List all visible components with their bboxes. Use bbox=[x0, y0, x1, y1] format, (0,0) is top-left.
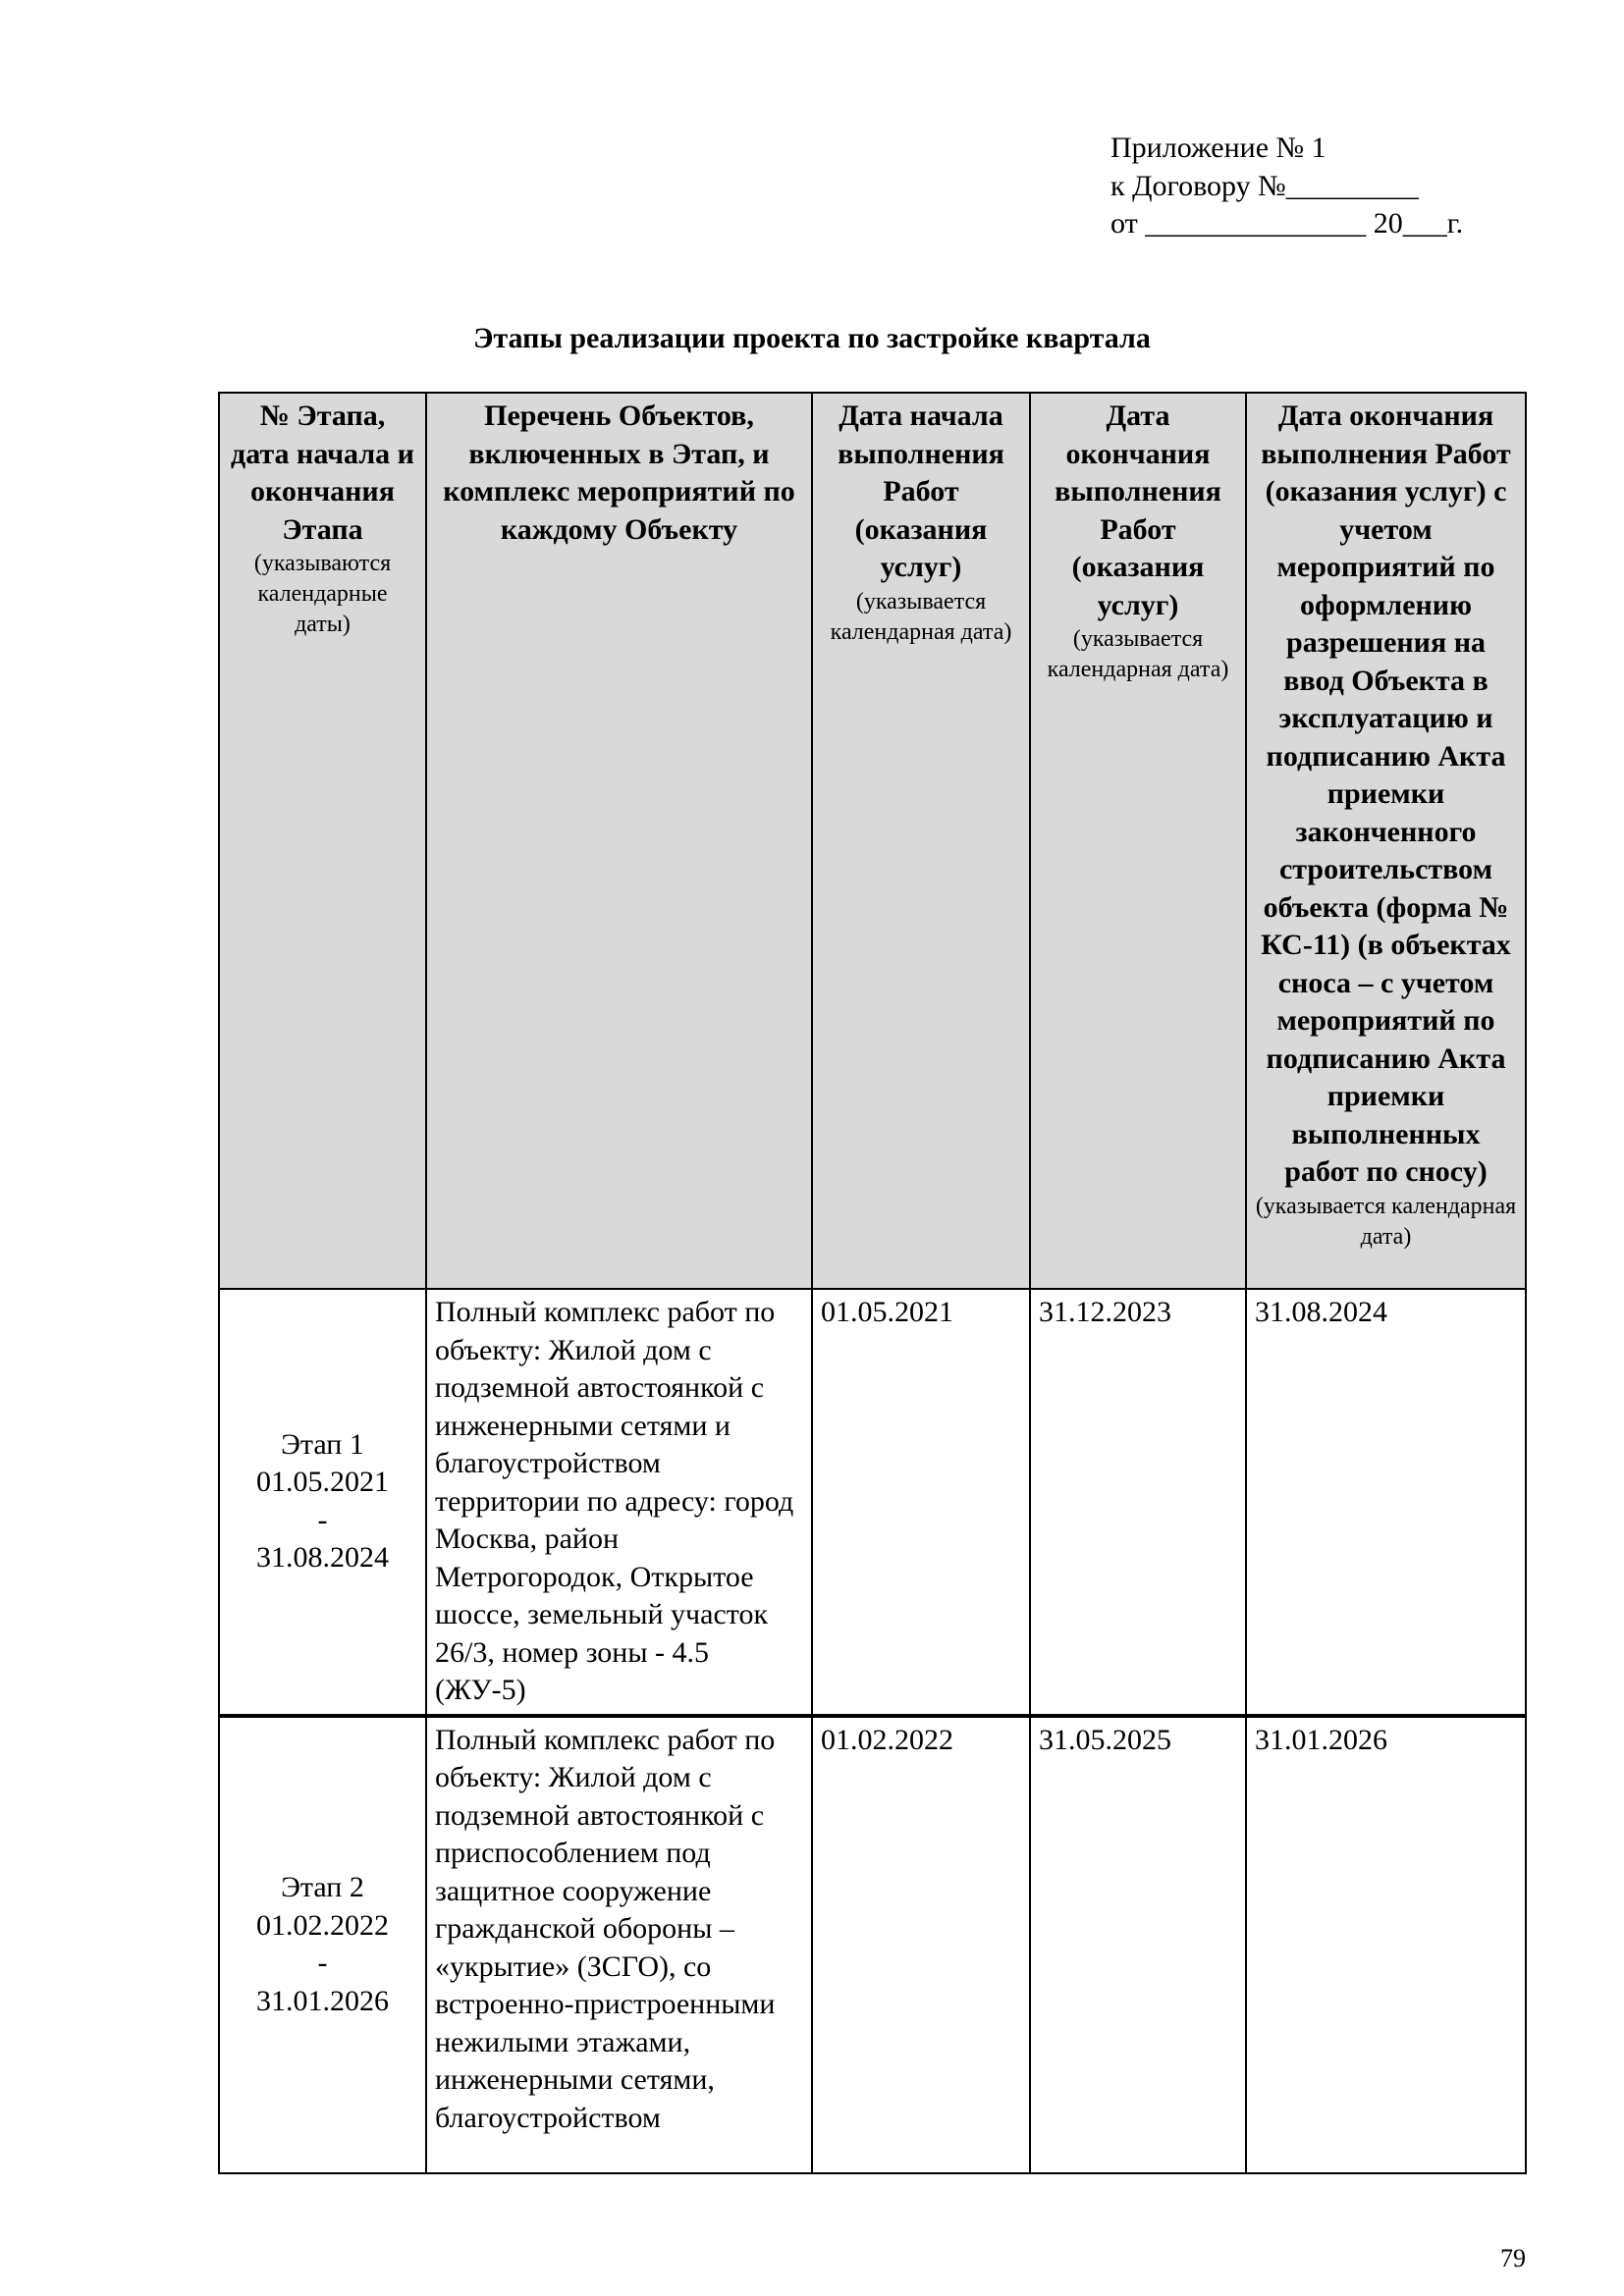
header-final-date bbox=[1246, 393, 1526, 1289]
header-start-date bbox=[812, 393, 1030, 1289]
table-row bbox=[219, 1716, 1526, 2173]
annex-header bbox=[1110, 130, 1463, 243]
stage-cell bbox=[219, 1289, 426, 1716]
final-date-cell: 31.01.2026 bbox=[1246, 1716, 1526, 2173]
header-note: (указывается календарная дата) bbox=[1047, 626, 1229, 682]
start-date-cell: 01.02.2022 bbox=[812, 1716, 1030, 2173]
stage-from: 01.02.2022 bbox=[256, 1908, 389, 1942]
objects-cell: Полный комплекс работ по объекту: Жилой дом с подземной автостоянкой с приспособлением под защитное сооружение гражданской обороны – «укрытие» (ЗСГО), со встроенно-пристроенными нежилыми этажами, инженерными сетями, благоустройством bbox=[426, 1716, 812, 2173]
stage-to: 31.01.2026 bbox=[256, 1984, 389, 2017]
header-text: Дата окончания выполнения Работ (оказания услуг) с учетом мероприятий по оформлению разрешения на ввод Объекта в эксплуатацию и подписанию Акта приемки законченного строительством объекта (форма № КС-11) (в объектах сноса – с учетом мероприятий по подписанию Акта приемки выполненных работ по сносу) bbox=[1261, 400, 1511, 1188]
objects-cell: Полный комплекс работ по объекту: Жилой дом с подземной автостоянкой с инженерными сетями и благоустройством территории по адресу: город Москва, район Метрогородок, Открытое шоссе, земельный участок 26/3, номер зоны - 4.5 (ЖУ-5) bbox=[426, 1289, 812, 1716]
header-end-date bbox=[1030, 393, 1246, 1289]
stage-to: 31.08.2024 bbox=[256, 1541, 389, 1575]
stages-table bbox=[218, 392, 1527, 2174]
header-text: Дата окончания выполнения Работ (оказания услуг) bbox=[1055, 400, 1221, 621]
header-note: (указывается календарная дата) bbox=[830, 588, 1012, 645]
header-text: Перечень Объектов, включенных в Этап, и комплекс мероприятий по каждому Объекту bbox=[443, 400, 795, 546]
table-header-row bbox=[219, 393, 1526, 1289]
stage-dash: - bbox=[317, 1503, 328, 1536]
stage-from: 01.05.2021 bbox=[256, 1466, 389, 1499]
contract-date: от _______________ 20___г. bbox=[1110, 207, 1464, 240]
table-row bbox=[219, 1289, 1526, 1716]
annex-number: Приложение № 1 bbox=[1110, 132, 1326, 164]
header-note: (указывается календарная дата) bbox=[1255, 1193, 1517, 1250]
header-text: № Этапа, дата начала и окончания Этапа bbox=[231, 400, 414, 546]
end-date-cell: 31.12.2023 bbox=[1030, 1289, 1246, 1716]
stage-name: Этап 1 bbox=[281, 1427, 364, 1461]
final-date-cell: 31.08.2024 bbox=[1246, 1289, 1526, 1716]
page-number: 79 bbox=[1500, 2244, 1526, 2272]
stage-name: Этап 2 bbox=[281, 1871, 364, 1903]
header-note: (указываются календарные даты) bbox=[253, 551, 392, 637]
end-date-cell: 31.05.2025 bbox=[1030, 1716, 1246, 2173]
contract-number: к Договору №_________ bbox=[1110, 169, 1419, 202]
start-date-cell: 01.05.2021 bbox=[812, 1289, 1030, 1716]
document-title: Этапы реализации проекта по застройке квартала bbox=[473, 322, 1151, 354]
stage-dash: - bbox=[317, 1947, 328, 1979]
header-stage bbox=[219, 393, 426, 1289]
header-text: Дата начала выполнения Работ (оказания услуг) bbox=[838, 400, 1004, 583]
stage-cell bbox=[219, 1716, 426, 2173]
header-objects bbox=[426, 393, 812, 1289]
